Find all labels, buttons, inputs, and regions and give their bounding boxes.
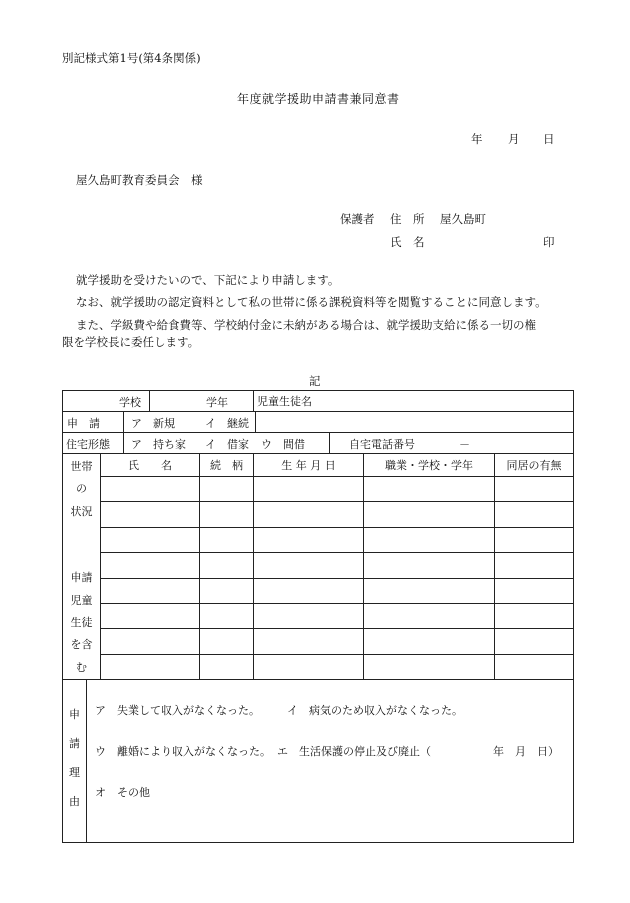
household-row xyxy=(63,629,574,654)
member-name-field[interactable] xyxy=(101,553,200,578)
member-birthdate-field[interactable] xyxy=(254,578,364,603)
member-name-field[interactable] xyxy=(101,629,200,654)
member-cohabit-field[interactable] xyxy=(495,578,574,603)
reason-side-label: 申 請 理 由 xyxy=(63,680,87,842)
page-title: 年度就学援助申請書兼同意書 xyxy=(237,92,400,106)
seal-mark: 印 xyxy=(543,235,555,249)
member-cohabit-field[interactable] xyxy=(495,553,574,578)
col-header-name: 氏 名 xyxy=(101,454,200,477)
member-birthdate-field[interactable] xyxy=(254,527,364,552)
member-birthdate-field[interactable] xyxy=(254,553,364,578)
body-line-1: 就学援助を受けたいので、下記により申請します。 xyxy=(76,273,340,287)
member-birthdate-field[interactable] xyxy=(254,603,364,628)
member-cohabit-field[interactable] xyxy=(495,527,574,552)
household-side-label: 世帯 の 状況 申請 児童 生徒 を含 む xyxy=(63,454,101,680)
member-relation-field[interactable] xyxy=(200,527,254,552)
member-cohabit-field[interactable] xyxy=(495,502,574,527)
member-relation-field[interactable] xyxy=(200,603,254,628)
member-birthdate-field[interactable] xyxy=(254,654,364,679)
housing-divider-1 xyxy=(123,433,124,453)
member-relation-field[interactable] xyxy=(200,477,254,502)
reason-option-u[interactable]: ウ 離婚により収入がなくなった。 xyxy=(95,744,271,758)
member-name-field[interactable] xyxy=(101,603,200,628)
member-cohabit-field[interactable] xyxy=(495,477,574,502)
application-divider-1 xyxy=(123,412,124,432)
application-label: 申 請 xyxy=(67,417,100,430)
child-name-cell xyxy=(254,391,574,412)
body-line-3b: 限を学校長に委任します。 xyxy=(62,335,200,349)
member-occupation-field[interactable] xyxy=(364,629,495,654)
reason-option-i[interactable]: イ 病気のため収入がなくなった。 xyxy=(287,703,463,717)
member-name-field[interactable] xyxy=(101,654,200,679)
housing-row xyxy=(63,433,574,454)
col-header-birthdate: 生 年 月 日 xyxy=(254,454,364,477)
housing-lease: ウ 間借 xyxy=(261,438,305,451)
reason-cell xyxy=(63,679,574,842)
member-occupation-field[interactable] xyxy=(364,553,495,578)
grade-label: 学年 xyxy=(206,396,228,409)
member-relation-field[interactable] xyxy=(200,502,254,527)
member-name-field[interactable] xyxy=(101,477,200,502)
reason-option-a[interactable]: ア 失業して収入がなくなった。 xyxy=(95,703,260,717)
reason-option-e-date: 年 月 日） xyxy=(493,744,559,758)
member-occupation-field[interactable] xyxy=(364,654,495,679)
reason-row xyxy=(63,679,574,842)
member-name-field[interactable] xyxy=(101,527,200,552)
date-year: 年 xyxy=(471,132,483,146)
phone-label: 自宅電話番号 xyxy=(349,438,415,451)
reason-option-e[interactable]: エ 生活保護の停止及び廃止（ xyxy=(277,744,431,758)
member-name-field[interactable] xyxy=(101,578,200,603)
member-birthdate-field[interactable] xyxy=(254,629,364,654)
member-relation-field[interactable] xyxy=(200,654,254,679)
housing-label: 住宅形態 xyxy=(66,438,110,451)
member-relation-field[interactable] xyxy=(200,553,254,578)
application-type-cell xyxy=(63,412,574,433)
school-row xyxy=(63,391,574,412)
housing-rent: イ 借家 xyxy=(205,438,249,451)
application-table xyxy=(62,390,574,843)
member-relation-field[interactable] xyxy=(200,578,254,603)
school-grade-divider xyxy=(149,391,150,411)
member-relation-field[interactable] xyxy=(200,629,254,654)
ki-heading: 記 xyxy=(309,374,321,388)
household-row xyxy=(63,603,574,628)
body-line-2: なお、就学援助の認定資料として私の世帯に係る課税資料等を閲覧することに同意します。 xyxy=(76,295,547,309)
body-line-3a: また、学級費や給食費等、学校納付金に未納がある場合は、就学援助支給に係る一切の権 xyxy=(76,318,536,332)
household-row xyxy=(63,654,574,679)
address-value: 屋久島町 xyxy=(440,212,486,226)
addressee: 屋久島町教育委員会 様 xyxy=(76,173,203,187)
option-continue: イ 継続 xyxy=(205,417,249,430)
child-name-label: 児童生徒名 xyxy=(257,395,313,408)
address-label: 住 所 xyxy=(390,212,425,226)
member-birthdate-field[interactable] xyxy=(254,477,364,502)
date-day: 日 xyxy=(543,132,555,146)
col-header-occupation: 職業・学校・学年 xyxy=(364,454,495,477)
member-cohabit-field[interactable] xyxy=(495,629,574,654)
form-number: 別記様式第1号(第4条関係) xyxy=(62,51,201,65)
member-occupation-field[interactable] xyxy=(364,603,495,628)
member-occupation-field[interactable] xyxy=(364,477,495,502)
phone-dash: － xyxy=(459,438,470,451)
school-grade-cell xyxy=(63,391,254,412)
household-row xyxy=(63,553,574,578)
household-header-row xyxy=(63,454,574,477)
applicant-role: 保護者 xyxy=(340,212,375,226)
household-row xyxy=(63,578,574,603)
member-occupation-field[interactable] xyxy=(364,578,495,603)
member-birthdate-field[interactable] xyxy=(254,502,364,527)
member-cohabit-field[interactable] xyxy=(495,603,574,628)
member-name-field[interactable] xyxy=(101,502,200,527)
household-row xyxy=(63,477,574,502)
household-row xyxy=(63,527,574,552)
household-row xyxy=(63,502,574,527)
col-header-relation: 続 柄 xyxy=(200,454,254,477)
date-month: 月 xyxy=(508,132,520,146)
application-divider-2 xyxy=(255,412,256,432)
housing-divider-2 xyxy=(329,433,330,453)
member-occupation-field[interactable] xyxy=(364,527,495,552)
reason-option-o[interactable]: オ その他 xyxy=(95,785,150,799)
member-cohabit-field[interactable] xyxy=(495,654,574,679)
option-new: ア 新規 xyxy=(131,417,175,430)
name-label: 氏 名 xyxy=(390,235,425,249)
school-label: 学校 xyxy=(119,396,141,409)
housing-cell xyxy=(63,433,574,454)
col-header-cohabit: 同居の有無 xyxy=(495,454,574,477)
housing-own: ア 持ち家 xyxy=(131,438,186,451)
member-occupation-field[interactable] xyxy=(364,502,495,527)
application-type-row xyxy=(63,412,574,433)
